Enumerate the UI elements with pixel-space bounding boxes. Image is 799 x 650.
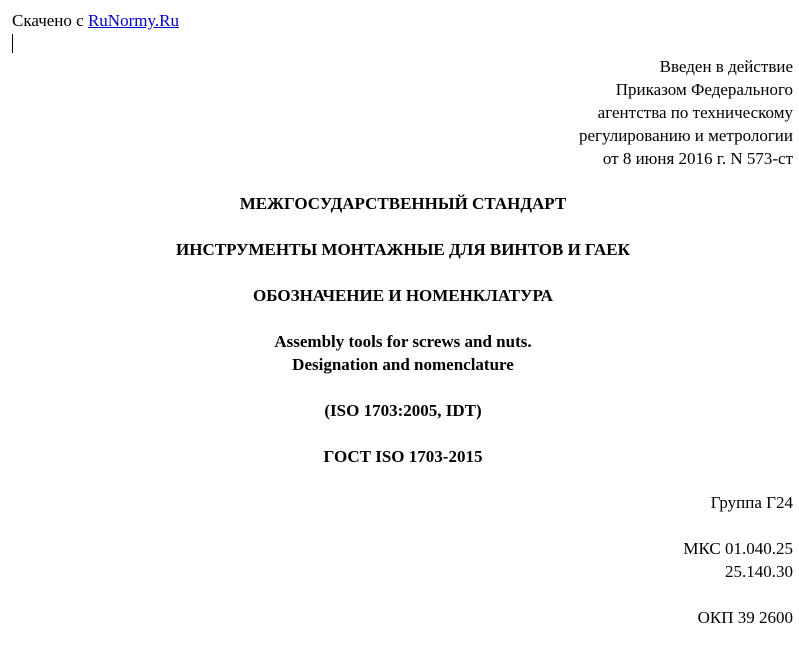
standard-title-ru: ИНСТРУМЕНТЫ МОНТАЖНЫЕ ДЛЯ ВИНТОВ И ГАЕК [176,240,630,259]
title-en-line: Assembly tools for screws and nuts. [274,332,532,351]
text-cursor [12,34,13,53]
downloaded-from [12,9,179,32]
enactment-line: агентства по техническому [597,103,793,122]
standard-subtitle-ru: ОБОЗНАЧЕНИЕ И НОМЕНКЛАТУРА [253,286,553,305]
okp-code: ОКП 39 2600 [697,608,793,627]
standard-kind: МЕЖГОСУДАРСТВЕННЫЙ СТАНДАРТ [239,194,567,213]
iso-reference: (ISO 1703:2005, IDT) [324,401,482,420]
enactment-note [579,55,793,170]
runormy-link[interactable]: RuNormy.Ru [87,11,179,30]
standard-code: ГОСТ ISO 1703-2015 [323,447,483,466]
title-en-line: Designation and nomenclature [292,355,514,374]
mks-code [683,537,793,583]
standard-title-en [0,330,799,376]
group-code: Группа Г24 [710,493,793,512]
enactment-line: Введен в действие [659,57,793,76]
mks-line: 25.140.30 [725,562,793,581]
mks-line: МКС 01.040.25 [683,539,793,558]
downloaded-prefix: Скачено с [12,11,84,30]
enactment-line: регулированию и метрологии [578,126,793,145]
enactment-line: от 8 июня 2016 г. N 573-ст [602,149,793,168]
enactment-line: Приказом Федерального [615,80,793,99]
